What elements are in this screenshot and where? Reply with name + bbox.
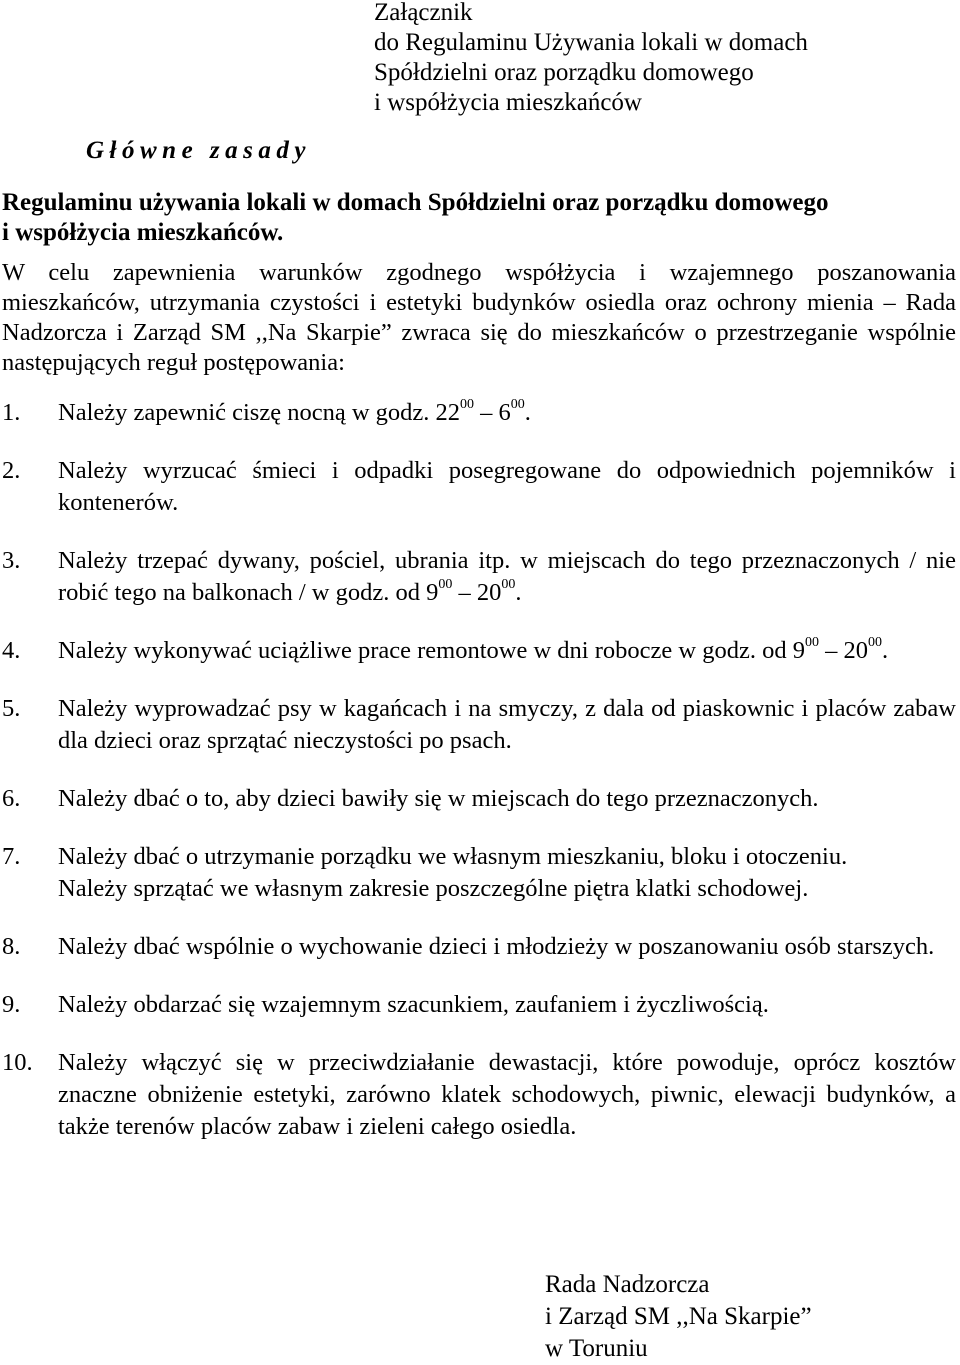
subtitle-line-2: i współżycia mieszkańców.	[2, 219, 284, 246]
annex-line-2: do Regulaminu Używania lokali w domach	[374, 29, 808, 56]
rule-number: 3.	[2, 547, 21, 574]
rule-text: Należy wyrzucać śmieci i odpadki posegregowane do odpowiednich pojemników i kontenerów.	[58, 457, 956, 516]
intro-paragraph: W celu zapewnienia warunków zgodnego współżycia i wzajemnego poszanowania mieszkańców, utrzymania czystości i estetyki budynków osiedla oraz ochrony mienia – Rada Nadzorcza i Zarząd SM ,,Na Skarpie” zwraca się do mieszkańców o przestrzeganie wspólnie następujących reguł postępowania:	[2, 259, 956, 376]
signature-line-1: Rada Nadzorcza	[545, 1271, 710, 1298]
rule-text: Należy dbać o to, aby dzieci bawiły się w miejscach do tego przeznaczonych.	[58, 785, 819, 812]
annex-header	[374, 0, 808, 118]
rule-text: Należy dbać wspólnie o wychowanie dzieci i młodzieży w poszanowaniu osób starszych.	[58, 933, 935, 960]
rule-text: Należy zapewnić ciszę nocną w godz. $22^{00} - 6^{00}$.	[58, 396, 531, 426]
rule-item	[2, 1047, 956, 1143]
annex-line-3: Spółdzielni oraz porządku domowego	[374, 59, 754, 86]
annex-line-1: Załącznik	[374, 0, 473, 26]
rule-text: Należy wyprowadzać psy w kagańcach i na smyczy, z dala od piaskownic i placów zabaw dla dzieci oraz sprzątać nieczystości po psach.	[58, 695, 956, 754]
document-heading: Główne zasady	[86, 137, 311, 164]
rule-item	[2, 545, 956, 609]
rule-item	[2, 397, 956, 429]
rule-text: Należy włączyć się w przeciwdziałanie dewastacji, które powoduje, oprócz kosztów znaczne obniżenie estetyki, zarówno klatek schodowych, piwnic, elewacji budynków, a także terenów placów zabaw i zieleni całego osiedla.	[58, 1049, 956, 1140]
rule-item	[2, 841, 956, 905]
rule-text: Należy obdarzać się wzajemnym szacunkiem, zaufaniem i życzliwością.	[58, 991, 769, 1018]
rule-item	[2, 635, 956, 667]
signature-line-2: i Zarząd SM ,,Na Skarpie”	[545, 1303, 812, 1330]
rule-number: 6.	[2, 785, 21, 812]
rule-item	[2, 989, 956, 1021]
rule-number: 10.	[2, 1049, 33, 1076]
rule-item	[2, 783, 956, 815]
rule-text: Należy wykonywać uciążliwe prace remontowe w dni robocze w godz. od $9^{00} - 20^{00}$.	[58, 634, 889, 664]
rule-number: 2.	[2, 457, 21, 484]
document-subtitle	[2, 188, 958, 248]
rule-number: 4.	[2, 637, 21, 664]
rule-text: Należy trzepać dywany, pościel, ubrania itp. w miejscach do tego przeznaczonych / nie robić tego na balkonach / w godz. od $9^{00} - 20^{00}$.	[58, 547, 956, 606]
annex-line-4: i współżycia mieszkańców	[374, 89, 642, 116]
rule-number: 1.	[2, 399, 21, 426]
rule-number: 5.	[2, 695, 21, 722]
rule-number: 7.	[2, 843, 21, 870]
subtitle-line-1: Regulaminu używania lokali w domach Spółdzielni oraz porządku domowego	[2, 189, 829, 216]
rule-item	[2, 455, 956, 519]
signature-block	[545, 1269, 812, 1365]
rule-text: Należy dbać o utrzymanie porządku we własnym mieszkaniu, bloku i otoczeniu. Należy sprzątać we własnym zakresie poszczególne piętra klatki schodowej.	[58, 843, 848, 902]
rules-list	[2, 397, 956, 1143]
rule-number: 8.	[2, 933, 21, 960]
rule-item	[2, 931, 956, 963]
rule-item	[2, 693, 956, 757]
rule-number: 9.	[2, 991, 21, 1018]
signature-line-3: w Toruniu	[545, 1335, 648, 1362]
